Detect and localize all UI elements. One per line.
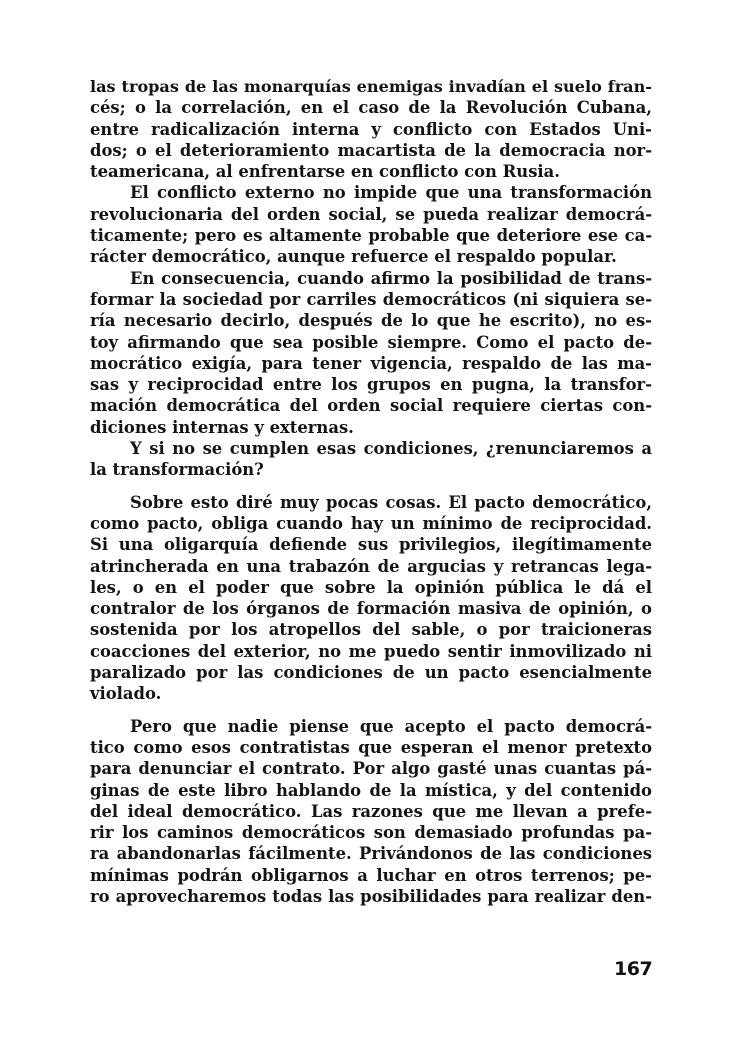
text-line: rácter democrático, aunque refuerce el respaldo popular. (90, 247, 617, 267)
text-line: violado. (90, 684, 162, 704)
paragraph (90, 492, 652, 705)
paragraph (90, 268, 652, 438)
text-line: mación democrática del orden social requiere ciertas con- (90, 396, 652, 416)
text-line: diciones internas y externas. (90, 417, 354, 437)
text-line: toy afirmando que sea posible siempre. Como el pacto de- (90, 332, 652, 352)
paragraph-gap (90, 705, 652, 716)
body-text (90, 76, 652, 907)
text-line: sas y reciprocidad entre los grupos en pugna, la transfor- (90, 375, 652, 395)
text-line: revolucionaria del orden social, se pueda realizar democrá- (90, 204, 652, 224)
paragraph (90, 182, 652, 267)
text-line: Pero que nadie piense que acepto el pacto democrá- (130, 716, 652, 736)
text-line: ro aprovecharemos todas las posibilidades para realizar den- (90, 886, 652, 906)
text-line: entre radicalización interna y conflicto con Estados Uni- (90, 119, 652, 139)
text-line: Si una oligarquía defiende sus privilegios, ilegítimamente (90, 535, 652, 555)
text-line: formar la sociedad por carriles democráticos (ni siquiera se- (90, 289, 652, 309)
text-line: contralor de los órganos de formación masiva de opinión, o (90, 599, 652, 619)
text-line: paralizado por las condiciones de un pacto esencialmente (90, 663, 652, 683)
text-line: las tropas de las monarquías enemigas invadían el suelo fran- (90, 77, 652, 96)
text-line: teamericana, al enfrentarse en conflicto con Rusia. (90, 162, 560, 182)
paragraph (90, 438, 652, 481)
text-line: les, o en el poder que sobre la opinión pública le dá el (90, 577, 652, 597)
page-number: 167 (614, 958, 653, 980)
text-line: ra abandonarlas fácilmente. Privándonos de las condiciones (90, 844, 652, 864)
text-line: ría necesario decirlo, después de lo que he escrito), no es- (90, 311, 652, 331)
paragraph (90, 76, 652, 182)
text-line: del ideal democrático. Las razones que me llevan a prefe- (90, 801, 652, 821)
text-line: Y si no se cumplen esas condiciones, ¿renunciaremos a (130, 439, 652, 459)
text-line: El conflicto externo no impide que una transformación (130, 183, 652, 203)
text-line: rir los caminos democráticos son demasiado profundas pa- (90, 823, 652, 843)
text-line: tico como esos contratistas que esperan el menor pretexto (90, 737, 652, 757)
text-line: mínimas podrán obligarnos a luchar en otros terrenos; pe- (90, 865, 652, 885)
text-line: ticamente; pero es altamente probable que deteriore ese ca- (90, 226, 652, 246)
text-line: sostenida por los atropellos del sable, o por traicioneras (90, 620, 652, 640)
text-line: Sobre esto diré muy pocas cosas. El pacto democrático, (130, 492, 652, 512)
text-line: ginas de este libro hablando de la mística, y del contenido (90, 780, 652, 800)
text-line: coacciones del exterior, no me puedo sentir inmovilizado ni (90, 641, 652, 661)
paragraph (90, 716, 652, 908)
text-line: atrincherada en una trabazón de argucias y retrancas lega- (90, 556, 652, 576)
text-line: como pacto, obliga cuando hay un mínimo de reciprocidad. (90, 513, 652, 533)
text-line: la transformación? (90, 460, 264, 480)
text-line: dos; o el deterioramiento macartista de la democracia nor- (90, 140, 652, 160)
text-line: En consecuencia, cuando afirmo la posibilidad de trans- (130, 268, 652, 288)
text-line: cés; o la correlación, en el caso de la Revolución Cubana, (90, 98, 652, 118)
text-line: para denunciar el contrato. Por algo gasté unas cuantas pá- (90, 759, 652, 779)
paragraph-gap (90, 481, 652, 492)
text-line: mocrático exigía, para tener vigencia, respaldo de las ma- (90, 353, 652, 373)
